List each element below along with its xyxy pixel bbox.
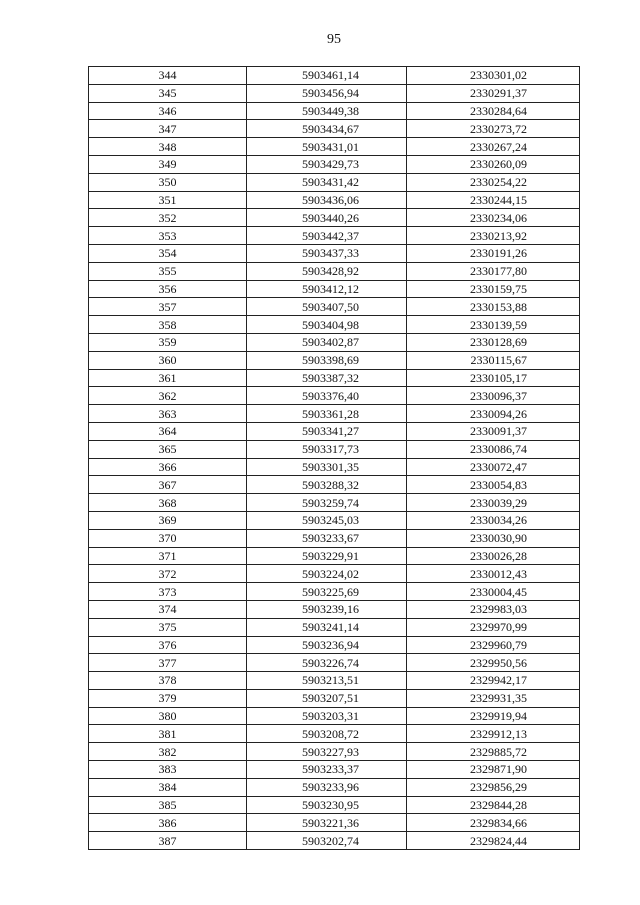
y-coordinate-cell: 2330094,26	[407, 405, 580, 423]
point-number-cell: 378	[89, 672, 247, 690]
table-row	[89, 689, 580, 707]
point-number-cell: 345	[89, 84, 247, 102]
point-number-cell: 364	[89, 422, 247, 440]
y-coordinate-cell: 2329834,66	[407, 814, 580, 832]
x-coordinate-cell: 5903449,38	[247, 102, 407, 120]
x-coordinate-cell: 5903213,51	[247, 672, 407, 690]
x-coordinate-cell: 5903221,36	[247, 814, 407, 832]
point-number-cell: 377	[89, 654, 247, 672]
point-number-cell: 376	[89, 636, 247, 654]
y-coordinate-cell: 2330234,06	[407, 209, 580, 227]
point-number-cell: 346	[89, 102, 247, 120]
y-coordinate-cell: 2330267,24	[407, 138, 580, 156]
table-row	[89, 458, 580, 476]
table-row	[89, 280, 580, 298]
page-number: 95	[327, 32, 341, 47]
table-row	[89, 547, 580, 565]
y-coordinate-cell: 2330072,47	[407, 458, 580, 476]
table-row	[89, 138, 580, 156]
point-number-cell: 348	[89, 138, 247, 156]
y-coordinate-cell: 2329871,90	[407, 761, 580, 779]
y-coordinate-cell: 2329950,56	[407, 654, 580, 672]
table-row	[89, 583, 580, 601]
table-row	[89, 654, 580, 672]
x-coordinate-cell: 5903412,12	[247, 280, 407, 298]
point-number-cell: 381	[89, 725, 247, 743]
x-coordinate-cell: 5903233,96	[247, 778, 407, 796]
y-coordinate-cell: 2330153,88	[407, 298, 580, 316]
y-coordinate-cell: 2330291,37	[407, 84, 580, 102]
y-coordinate-cell: 2329942,17	[407, 672, 580, 690]
y-coordinate-cell: 2330260,09	[407, 155, 580, 173]
table-row	[89, 422, 580, 440]
y-coordinate-cell: 2329983,03	[407, 600, 580, 618]
x-coordinate-cell: 5903442,37	[247, 227, 407, 245]
x-coordinate-cell: 5903376,40	[247, 387, 407, 405]
x-coordinate-cell: 5903208,72	[247, 725, 407, 743]
table-row	[89, 67, 580, 85]
x-coordinate-cell: 5903387,32	[247, 369, 407, 387]
table-row	[89, 84, 580, 102]
y-coordinate-cell: 2329919,94	[407, 707, 580, 725]
point-number-cell: 363	[89, 405, 247, 423]
coordinates-table-body	[89, 67, 580, 850]
point-number-cell: 367	[89, 476, 247, 494]
y-coordinate-cell: 2330284,64	[407, 102, 580, 120]
y-coordinate-cell: 2330096,37	[407, 387, 580, 405]
table-row	[89, 316, 580, 334]
point-number-cell: 360	[89, 351, 247, 369]
point-number-cell: 384	[89, 778, 247, 796]
table-row	[89, 707, 580, 725]
table-row	[89, 102, 580, 120]
point-number-cell: 352	[89, 209, 247, 227]
y-coordinate-cell: 2330012,43	[407, 565, 580, 583]
x-coordinate-cell: 5903229,91	[247, 547, 407, 565]
y-coordinate-cell: 2330159,75	[407, 280, 580, 298]
x-coordinate-cell: 5903317,73	[247, 440, 407, 458]
table-row	[89, 244, 580, 262]
x-coordinate-cell: 5903207,51	[247, 689, 407, 707]
point-number-cell: 359	[89, 333, 247, 351]
y-coordinate-cell: 2329824,44	[407, 832, 580, 850]
table-row	[89, 369, 580, 387]
point-number-cell: 362	[89, 387, 247, 405]
x-coordinate-cell: 5903202,74	[247, 832, 407, 850]
x-coordinate-cell: 5903440,26	[247, 209, 407, 227]
x-coordinate-cell: 5903245,03	[247, 511, 407, 529]
point-number-cell: 344	[89, 67, 247, 85]
point-number-cell: 357	[89, 298, 247, 316]
x-coordinate-cell: 5903203,31	[247, 707, 407, 725]
y-coordinate-cell: 2330105,17	[407, 369, 580, 387]
table-row	[89, 761, 580, 779]
table-row	[89, 298, 580, 316]
y-coordinate-cell: 2330301,02	[407, 67, 580, 85]
point-number-cell: 365	[89, 440, 247, 458]
y-coordinate-cell: 2330273,72	[407, 120, 580, 138]
table-row	[89, 209, 580, 227]
point-number-cell: 374	[89, 600, 247, 618]
point-number-cell: 354	[89, 244, 247, 262]
point-number-cell: 382	[89, 743, 247, 761]
table-row	[89, 511, 580, 529]
point-number-cell: 371	[89, 547, 247, 565]
y-coordinate-cell: 2330177,80	[407, 262, 580, 280]
y-coordinate-cell: 2330026,28	[407, 547, 580, 565]
x-coordinate-cell: 5903431,01	[247, 138, 407, 156]
y-coordinate-cell: 2330191,26	[407, 244, 580, 262]
y-coordinate-cell: 2330213,92	[407, 227, 580, 245]
point-number-cell: 355	[89, 262, 247, 280]
table-row	[89, 476, 580, 494]
table-row	[89, 227, 580, 245]
point-number-cell: 349	[89, 155, 247, 173]
table-row	[89, 191, 580, 209]
table-row	[89, 333, 580, 351]
x-coordinate-cell: 5903428,92	[247, 262, 407, 280]
y-coordinate-cell: 2330128,69	[407, 333, 580, 351]
point-number-cell: 372	[89, 565, 247, 583]
y-coordinate-cell: 2330034,26	[407, 511, 580, 529]
point-number-cell: 358	[89, 316, 247, 334]
point-number-cell: 353	[89, 227, 247, 245]
x-coordinate-cell: 5903461,14	[247, 67, 407, 85]
coordinates-table	[88, 66, 580, 850]
x-coordinate-cell: 5903431,42	[247, 173, 407, 191]
y-coordinate-cell: 2330091,37	[407, 422, 580, 440]
y-coordinate-cell: 2330030,90	[407, 529, 580, 547]
point-number-cell: 351	[89, 191, 247, 209]
x-coordinate-cell: 5903233,67	[247, 529, 407, 547]
point-number-cell: 375	[89, 618, 247, 636]
table-row	[89, 778, 580, 796]
point-number-cell: 380	[89, 707, 247, 725]
x-coordinate-cell: 5903404,98	[247, 316, 407, 334]
x-coordinate-cell: 5903434,67	[247, 120, 407, 138]
x-coordinate-cell: 5903241,14	[247, 618, 407, 636]
y-coordinate-cell: 2330054,83	[407, 476, 580, 494]
point-number-cell: 350	[89, 173, 247, 191]
point-number-cell: 368	[89, 494, 247, 512]
table-row	[89, 832, 580, 850]
table-row	[89, 351, 580, 369]
x-coordinate-cell: 5903239,16	[247, 600, 407, 618]
table-row	[89, 529, 580, 547]
table-row	[89, 262, 580, 280]
table-row	[89, 636, 580, 654]
x-coordinate-cell: 5903429,73	[247, 155, 407, 173]
point-number-cell: 369	[89, 511, 247, 529]
table-row	[89, 796, 580, 814]
x-coordinate-cell: 5903230,95	[247, 796, 407, 814]
x-coordinate-cell: 5903456,94	[247, 84, 407, 102]
point-number-cell: 356	[89, 280, 247, 298]
x-coordinate-cell: 5903227,93	[247, 743, 407, 761]
table-row	[89, 173, 580, 191]
table-row	[89, 565, 580, 583]
x-coordinate-cell: 5903436,06	[247, 191, 407, 209]
y-coordinate-cell: 2329856,29	[407, 778, 580, 796]
y-coordinate-cell: 2329912,13	[407, 725, 580, 743]
x-coordinate-cell: 5903407,50	[247, 298, 407, 316]
point-number-cell: 366	[89, 458, 247, 476]
y-coordinate-cell: 2330139,59	[407, 316, 580, 334]
table-row	[89, 440, 580, 458]
y-coordinate-cell: 2329931,35	[407, 689, 580, 707]
y-coordinate-cell: 2329844,28	[407, 796, 580, 814]
table-row	[89, 725, 580, 743]
x-coordinate-cell: 5903233,37	[247, 761, 407, 779]
table-row	[89, 814, 580, 832]
point-number-cell: 370	[89, 529, 247, 547]
x-coordinate-cell: 5903402,87	[247, 333, 407, 351]
y-coordinate-cell: 2329885,72	[407, 743, 580, 761]
point-number-cell: 347	[89, 120, 247, 138]
x-coordinate-cell: 5903226,74	[247, 654, 407, 672]
table-row	[89, 155, 580, 173]
y-coordinate-cell: 2330244,15	[407, 191, 580, 209]
x-coordinate-cell: 5903301,35	[247, 458, 407, 476]
table-row	[89, 120, 580, 138]
point-number-cell: 385	[89, 796, 247, 814]
point-number-cell: 361	[89, 369, 247, 387]
y-coordinate-cell: 2330115,67	[407, 351, 580, 369]
x-coordinate-cell: 5903398,69	[247, 351, 407, 369]
y-coordinate-cell: 2330086,74	[407, 440, 580, 458]
x-coordinate-cell: 5903259,74	[247, 494, 407, 512]
x-coordinate-cell: 5903224,02	[247, 565, 407, 583]
table-row	[89, 600, 580, 618]
point-number-cell: 387	[89, 832, 247, 850]
y-coordinate-cell: 2329970,99	[407, 618, 580, 636]
point-number-cell: 383	[89, 761, 247, 779]
table-row	[89, 494, 580, 512]
x-coordinate-cell: 5903361,28	[247, 405, 407, 423]
table-row	[89, 387, 580, 405]
x-coordinate-cell: 5903437,33	[247, 244, 407, 262]
point-number-cell: 386	[89, 814, 247, 832]
x-coordinate-cell: 5903341,27	[247, 422, 407, 440]
y-coordinate-cell: 2329960,79	[407, 636, 580, 654]
table-row	[89, 743, 580, 761]
y-coordinate-cell: 2330039,29	[407, 494, 580, 512]
y-coordinate-cell: 2330254,22	[407, 173, 580, 191]
table-row	[89, 618, 580, 636]
point-number-cell: 379	[89, 689, 247, 707]
x-coordinate-cell: 5903288,32	[247, 476, 407, 494]
x-coordinate-cell: 5903225,69	[247, 583, 407, 601]
y-coordinate-cell: 2330004,45	[407, 583, 580, 601]
table-row	[89, 405, 580, 423]
x-coordinate-cell: 5903236,94	[247, 636, 407, 654]
point-number-cell: 373	[89, 583, 247, 601]
table-row	[89, 672, 580, 690]
